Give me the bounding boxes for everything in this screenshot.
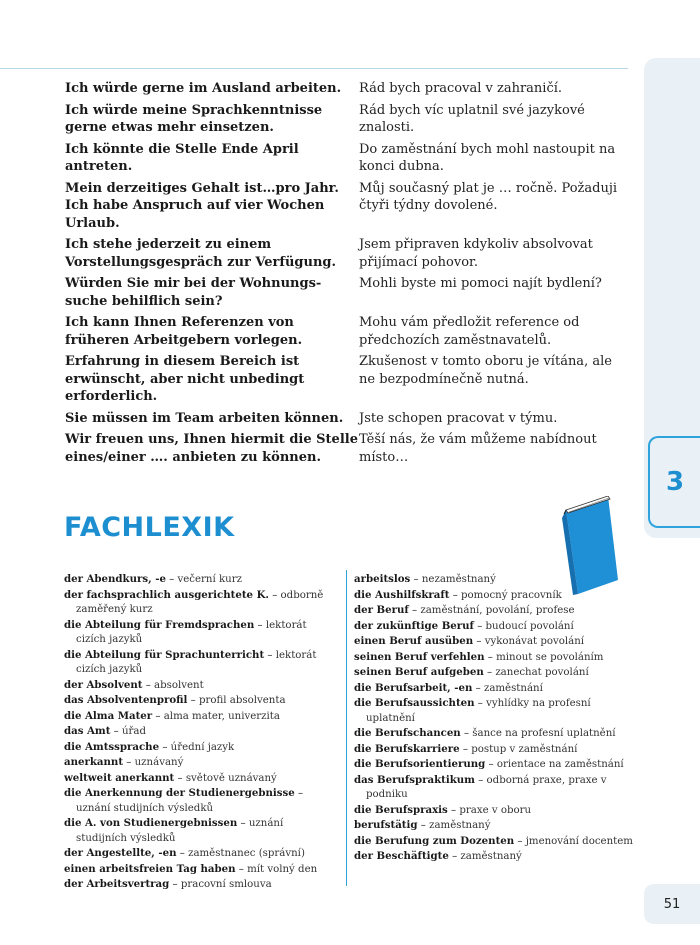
vocab-term: die Abteilung für Fremdsprachen	[64, 618, 255, 631]
vocab-entry: die Alma Mater – alma mater, univerzita	[64, 709, 280, 722]
vocab-term: die Amtssprache	[64, 740, 160, 753]
vocab-translation: zaměstnání	[483, 682, 543, 694]
vocab-term: anerkannt	[64, 756, 124, 768]
vocab-entry: berufstätig – zaměstnaný	[354, 819, 491, 831]
vocab-entry: der Arbeitsvertrag – pracovní smlouva	[64, 878, 272, 890]
section-title: FACHLEXIK	[64, 512, 235, 543]
vocab-translation: jmenování docentem	[525, 835, 633, 847]
chapter-tab	[648, 436, 700, 528]
vocab-translation: zaměstnanec (správní)	[188, 848, 305, 859]
vocab-translation: zaměstnaný	[460, 851, 522, 862]
vocab-entry: der Abendkurs, -e – večerní kurz	[64, 573, 242, 585]
german-phrase: Ich stehe jederzeit zu einem Vorstellungsgespräch zur Verfügung.	[65, 237, 337, 270]
vocab-translation: minout se povoláním	[496, 651, 604, 663]
vocab-term: arbeitslos	[354, 573, 411, 585]
vocab-term: der Beschäftigte	[354, 850, 449, 862]
phrase-row	[65, 236, 625, 271]
vocab-term: die Berufspraxis	[354, 803, 448, 816]
vocab-entry: das Amt – úřad	[64, 725, 147, 737]
czech-translation: Jsem připraven kdykoliv absolvovat přijímací pohovor.	[359, 237, 593, 270]
vocab-translation: praxe v oboru	[459, 804, 532, 816]
vocab-translation: uznání studijních výsledků	[76, 802, 214, 814]
german-phrase: Wir freuen uns, Ihnen hiermit die Stelle eines/einer …. anbieten zu können.	[65, 432, 358, 465]
phrase-row	[65, 275, 625, 310]
phrase-row	[65, 180, 625, 233]
vocab-entry: die A. von Studienergebnissen – uznání studijních výsledků	[64, 817, 284, 844]
vocab-term: das Absolventenprofil	[64, 694, 188, 706]
vocab-entry: arbeitslos – nezaměstnaný	[354, 573, 496, 585]
vocabulary-left-column	[64, 572, 336, 893]
vocab-entry: die Berufspraxis – praxe v oboru	[354, 803, 532, 816]
vocab-translation: lektorát cizích jazyků	[76, 649, 317, 675]
vocab-term: die Berufung zum Dozenten	[354, 834, 515, 847]
vocab-translation: vyhlídky na profesní uplatnění	[366, 698, 591, 724]
vocab-entry: weltweit anerkannt – světově uznávaný	[64, 771, 277, 784]
vocab-term: die Anerkennung der Studienergebnisse	[64, 787, 295, 799]
chapter-number: 3	[665, 467, 685, 497]
page-number-tab	[644, 884, 700, 924]
vocab-entry: der zukünftige Beruf – budoucí povolání	[354, 619, 574, 632]
vocab-term: die Alma Mater	[64, 709, 153, 722]
vocab-entry: der Absolvent – absolvent	[64, 678, 204, 691]
german-phrase: Sie müssen im Team arbeiten können.	[65, 410, 344, 426]
vocab-entry: der fachsprachlich ausgerichtete K. – odborně zaměřený kurz	[64, 588, 324, 615]
page-number: 51	[663, 896, 681, 912]
vocab-translation: zaměstnání, povolání, profese	[420, 605, 575, 616]
vocab-term: die Berufsaussichten	[354, 697, 475, 709]
vocab-term: die Abteilung für Sprachunterricht	[64, 648, 265, 661]
top-rule	[0, 68, 628, 69]
german-phrase: Ich würde gerne im Ausland arbeiten.	[65, 81, 342, 96]
vocab-entry: die Abteilung für Sprachunterricht – lektorát cizích jazyků	[64, 648, 317, 675]
vocab-entry: die Aushilfskraft – pomocný pracovník	[354, 588, 562, 601]
vocab-translation: úřad	[121, 726, 147, 737]
vocab-term: einen Beruf ausüben	[354, 635, 474, 647]
phrase-row	[65, 102, 625, 137]
vocab-term: einen arbeitsfreien Tag haben	[64, 862, 236, 875]
vocab-translation: úřední jazyk	[170, 741, 235, 753]
czech-translation: Těší nás, že vám můžeme nabídnout místo…	[359, 432, 597, 465]
vocab-translation: absolvent	[154, 679, 204, 691]
vocab-entry: der Beruf – zaměstnání, povolání, profese	[354, 604, 575, 616]
vocab-translation: vykonávat povolání	[484, 636, 585, 647]
vocab-entry: die Amtssprache – úřední jazyk	[64, 740, 235, 753]
vocab-entry: die Berufsaussichten – vyhlídky na profesní uplatnění	[354, 697, 591, 724]
vocab-term: die Berufsarbeit, -en	[354, 681, 473, 694]
czech-translation: Mohu vám předložit reference od předchozích zaměstnavatelů.	[359, 315, 580, 348]
vocab-term: die Berufskarriere	[354, 742, 460, 755]
czech-translation: Rád bych víc uplatnil své jazykové znalosti.	[359, 102, 585, 135]
vocab-entry: die Berufsorientierung – orientace na zaměstnání	[354, 758, 624, 770]
phrase-row	[65, 80, 625, 98]
czech-translation: Zkušenost v tomto oboru je vítána, ale ne bezpodmínečně nutná.	[359, 354, 612, 387]
vocab-entry: das Absolventenprofil – profil absolventa	[64, 694, 286, 706]
vocab-term: seinen Beruf verfehlen	[354, 650, 485, 663]
phrase-row	[65, 431, 625, 466]
vocab-translation: večerní kurz	[177, 574, 242, 585]
czech-translation: Mohli byste mi pomoci najít bydlení?	[359, 276, 602, 291]
vocab-term: weltweit anerkannt	[64, 771, 175, 784]
vocab-term: der Arbeitsvertrag	[64, 878, 170, 890]
vocab-term: die A. von Studienergebnissen	[64, 817, 238, 829]
phrase-row	[65, 410, 625, 428]
vocab-entry: die Berufung zum Dozenten – jmenování docentem	[354, 834, 633, 847]
czech-translation: Jste schopen pracovat v týmu.	[359, 410, 558, 426]
vocab-translation: zaměstnaný	[429, 820, 491, 831]
vocab-entry: die Abteilung für Fremdsprachen – lektorát cizích jazyků	[64, 618, 307, 645]
vocab-entry: der Beschäftigte – zaměstnaný	[354, 850, 522, 862]
phrase-row	[65, 353, 625, 406]
vocab-entry: einen Beruf ausüben – vykonávat povolání	[354, 635, 585, 647]
vocab-translation: uznání studijních výsledků	[76, 818, 284, 844]
vocab-translation: šance na profesní uplatnění	[472, 728, 616, 739]
vocab-term: die Berufschancen	[354, 727, 461, 739]
vocab-entry: seinen Beruf verfehlen – minout se povoláním	[354, 650, 604, 663]
vocab-translation: pomocný pracovník	[461, 589, 562, 601]
vocab-translation: odborná praxe, praxe v podniku	[366, 774, 607, 800]
vocab-entry: der Angestellte, -en – zaměstnanec (správní)	[64, 847, 305, 859]
german-phrase: Mein derzeitiges Gehalt ist…pro Jahr. Ich habe Anspruch auf vier Wochen Urlaub.	[65, 180, 339, 231]
vocab-entry: die Berufsarbeit, -en – zaměstnání	[354, 681, 543, 694]
vocab-translation: postup v zaměstnání	[471, 743, 578, 755]
vocab-term: seinen Beruf aufgeben	[354, 666, 484, 678]
german-phrase: Erfahrung in diesem Bereich ist erwünscht, aber nicht unbedingt erforderlich.	[65, 354, 305, 404]
vocab-translation: alma mater, univerzita	[163, 710, 280, 722]
vocab-translation: orientace na zaměstnání	[496, 759, 624, 770]
vocab-entry: einen arbeitsfreien Tag haben – mít volný den	[64, 862, 318, 875]
german-phrase: Ich kann Ihnen Referenzen von früheren Arbeitgebern vorlegen.	[65, 315, 303, 348]
phrase-row	[65, 141, 625, 176]
vocab-entry: die Anerkennung der Studienergebnisse – uznání studijních výsledků	[64, 787, 304, 814]
vocab-entry: die Berufskarriere – postup v zaměstnání	[354, 742, 578, 755]
vocab-term: der Angestellte, -en	[64, 847, 177, 859]
czech-translation: Do zaměstnání bych mohl nastoupit na konci dubna.	[359, 141, 616, 174]
phrase-table	[65, 80, 625, 470]
vocab-entry: anerkannt – uznávaný	[64, 756, 184, 768]
vocab-entry: die Berufschancen – šance na profesní uplatnění	[354, 727, 616, 739]
vocab-translation: lektorát cizích jazyků	[76, 619, 307, 645]
vocab-term: die Aushilfskraft	[354, 588, 450, 601]
vocab-translation: nezaměstnaný	[421, 574, 496, 585]
vocab-translation: uznávaný	[134, 757, 184, 768]
vocab-term: das Amt	[64, 725, 111, 737]
vocab-translation: zanechat povolání	[495, 667, 589, 678]
german-phrase: Ich könnte die Stelle Ende April antreten.	[65, 141, 299, 174]
vocabulary-right-column	[354, 572, 640, 865]
vocab-translation: budoucí povolání	[485, 620, 574, 632]
vocab-term: der Beruf	[354, 604, 409, 616]
german-phrase: Ich würde meine Sprachkenntnisse gerne etwas mehr einsetzen.	[65, 102, 323, 135]
vocab-translation: pracovní smlouva	[180, 879, 272, 890]
czech-translation: Rád bych pracoval v zahraničí.	[359, 81, 563, 96]
vocab-translation: odborně zaměřený kurz	[76, 589, 324, 615]
vocab-term: das Berufspraktikum	[354, 773, 475, 786]
vocab-translation: profil absolventa	[198, 695, 286, 706]
phrase-row	[65, 314, 625, 349]
vocab-term: der Abendkurs, -e	[64, 573, 166, 585]
vocab-term: der fachsprachlich ausgerichtete K.	[64, 588, 269, 601]
vocab-translation: světově uznávaný	[185, 772, 277, 784]
czech-translation: Můj současný plat je … ročně. Požaduji čtyři týdny dovolené.	[359, 180, 618, 213]
vocab-entry: seinen Beruf aufgeben – zanechat povolání	[354, 666, 589, 678]
vocab-term: der zukünftige Beruf	[354, 619, 474, 632]
german-phrase: Würden Sie mir bei der Wohnungs-suche behilflich sein?	[65, 276, 322, 309]
vocab-entry: das Berufspraktikum – odborná praxe, praxe v podniku	[354, 773, 607, 800]
vocab-translation: mít volný den	[247, 863, 318, 875]
vocab-term: der Absolvent	[64, 678, 143, 691]
column-divider	[346, 570, 347, 886]
vocab-term: berufstätig	[354, 819, 418, 831]
vocab-term: die Berufsorientierung	[354, 758, 486, 770]
